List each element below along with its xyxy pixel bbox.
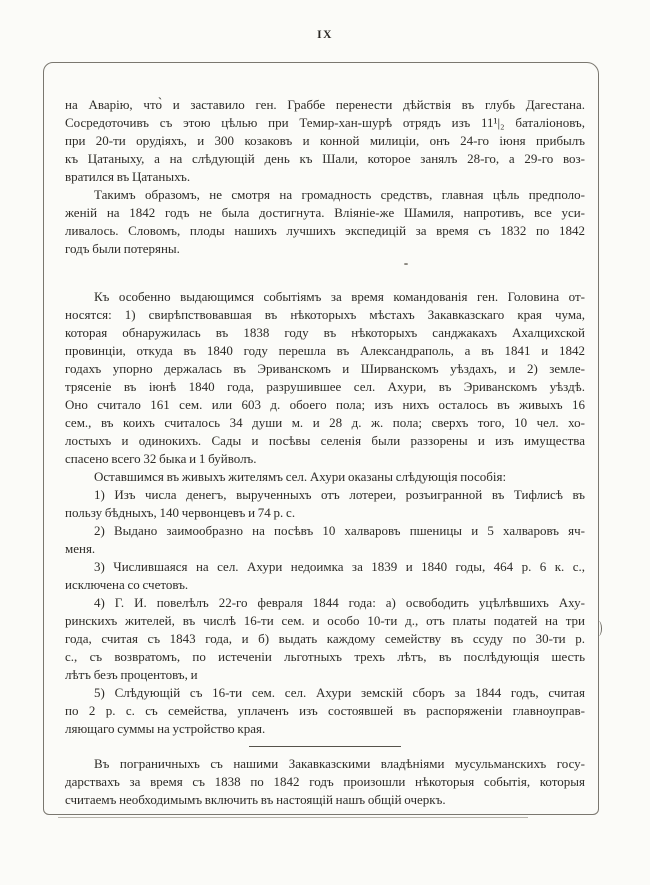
text-line: вратился въ Цатаныхъ. — [65, 169, 191, 184]
text-line: трясеніе въ іюнѣ 1840 года, разрушившее сел. Ахури, въ Эриванскомъ уѣздѣ. — [65, 379, 585, 394]
page-border-frame — [43, 62, 599, 815]
text-line: считаемъ необходимымъ включить въ настоящій нашъ общій очеркъ. — [65, 792, 446, 807]
text-line: женій на 1842 годъ не была достигнута. Вліяніе-же Шамиля, напротивъ, все уси- — [65, 205, 585, 220]
text-line: меня. — [65, 541, 96, 556]
text-line: на Аварію, что̀ и заставило ген. Граббе перенести дѣйствія въ глубь Дагестана. — [65, 97, 585, 112]
text-line: с., съ возвратомъ, по истеченіи льготныхъ трехъ лѣтъ, въ послѣдующія шесть — [65, 649, 585, 664]
scan-artifact-mark — [595, 621, 602, 636]
text-line: 1) Изъ числа денегъ, вырученныхъ отъ лотереи, розъигранной въ Тифлисѣ въ — [94, 487, 585, 502]
text-line: Оно считало 161 сем. или 603 д. обоего пола; изъ нихъ осталось въ живыхъ 16 — [65, 397, 585, 412]
text-line: по 2 р. с. съ семейства, уплаченъ изъ состоявшей въ распоряженіи главноуправ- — [65, 703, 585, 718]
text-line: ливалось. Словомъ, плоды нашихъ лучшихъ экспедицій за время съ 1832 по 1842 — [65, 223, 585, 238]
text-line: годъ были потеряны. — [65, 241, 180, 256]
text-line: при 20-ти орудіяхъ, и 300 козаковъ и конной милиціи, онъ 24-го іюня прибылъ — [65, 133, 585, 148]
text-line: годахъ упорно держалась въ Эриванскомъ и Ширванскомъ уѣздахъ, и 2) земле- — [65, 361, 585, 376]
text-line: провинціи, откуда въ 1840 году перешла въ Александраполь, а въ 1841 и 1842 — [65, 343, 585, 358]
paragraph-gap — [65, 258, 585, 288]
text-line: Въ пограничныхъ съ нашими Закавказскими владѣніями мусульманскихъ госу- — [94, 756, 585, 771]
text-line: Оставшимся въ живыхъ жителямъ сел. Ахури оказаны слѣдующія пособія: — [94, 469, 507, 484]
text-line: носятся: 1) свирѣпствовавшая въ нѣкоторыхъ мѣстахъ Закавказскаго края чума, — [65, 307, 585, 322]
text-line: спасено всего 32 быка и 1 буйволъ. — [65, 451, 257, 466]
text-line: сем., въ коихъ считалось 34 души м. и 28 д. ж. пола; сверхъ того, 10 чел. хо- — [65, 415, 585, 430]
page-number: IX — [317, 29, 333, 41]
scan-artifact-dot — [404, 263, 408, 265]
text-line: дарствахъ за время съ 1838 по 1842 годъ произошли нѣкоторыя событія, которыя — [65, 774, 585, 789]
text-line: 5) Слѣдующій съ 16-ти сем. сел. Ахури земскій сборъ за 1844 годъ, считая — [94, 685, 585, 700]
text-line: ринскихъ жителей, въ числѣ 16-ти сем. и особо 10-ти д., отъ платы податей на три — [65, 613, 585, 628]
text-line: 4) Г. И. повелѣлъ 22-го февраля 1844 года: а) освободить уцѣлѣвшихъ Аху- — [94, 595, 585, 610]
text-line: къ Цатаныху, а на слѣдующій день къ Шали, которое занялъ 28-го, а 29-го воз- — [65, 151, 585, 166]
text-line: 3) Числившаяся на сел. Ахури недоимка за 1839 и 1840 годы, 464 р. 6 к. с., — [94, 559, 585, 574]
text-content — [65, 96, 585, 809]
text-line: Къ особенно выдающимся событіямъ за время командованія ген. Головина от- — [94, 289, 585, 304]
text-line: 2) Выдано заимообразно на посѣвъ 10 халваровъ пшеницы и 5 халваровъ яч- — [94, 523, 585, 538]
text-line: лѣтъ безъ процентовъ, и — [65, 667, 198, 682]
text-line: года, считая съ 1843 года, и б) выдать каждому семейству въ ссуду по 30-ти р. — [65, 631, 585, 646]
text-line: исключена со счетовъ. — [65, 577, 189, 592]
text-line: которая обнаружилась въ 1838 году въ нѣкоторыхъ санджакахъ Ахалцихской — [65, 325, 585, 340]
text-line: лостыхъ и одинокихъ. Сады и посѣвы селенія были раззорены и изъ имущества — [65, 433, 585, 448]
text-line: Сосредоточивъ съ этою цѣлью при Темир-хан-шурѣ отрядъ изъ 11¹|₂ баталіоновъ, — [65, 115, 585, 130]
text-line: пользу бѣдныхъ, 140 червонцевъ и 74 р. с. — [65, 505, 296, 520]
text-line: Такимъ образомъ, не смотря на громадность средствъ, главная цѣль предполо- — [94, 187, 585, 202]
text-line: ляющаго суммы на устройство края. — [65, 721, 266, 736]
section-divider-rule — [249, 746, 401, 747]
scan-shadow-line — [58, 817, 528, 818]
